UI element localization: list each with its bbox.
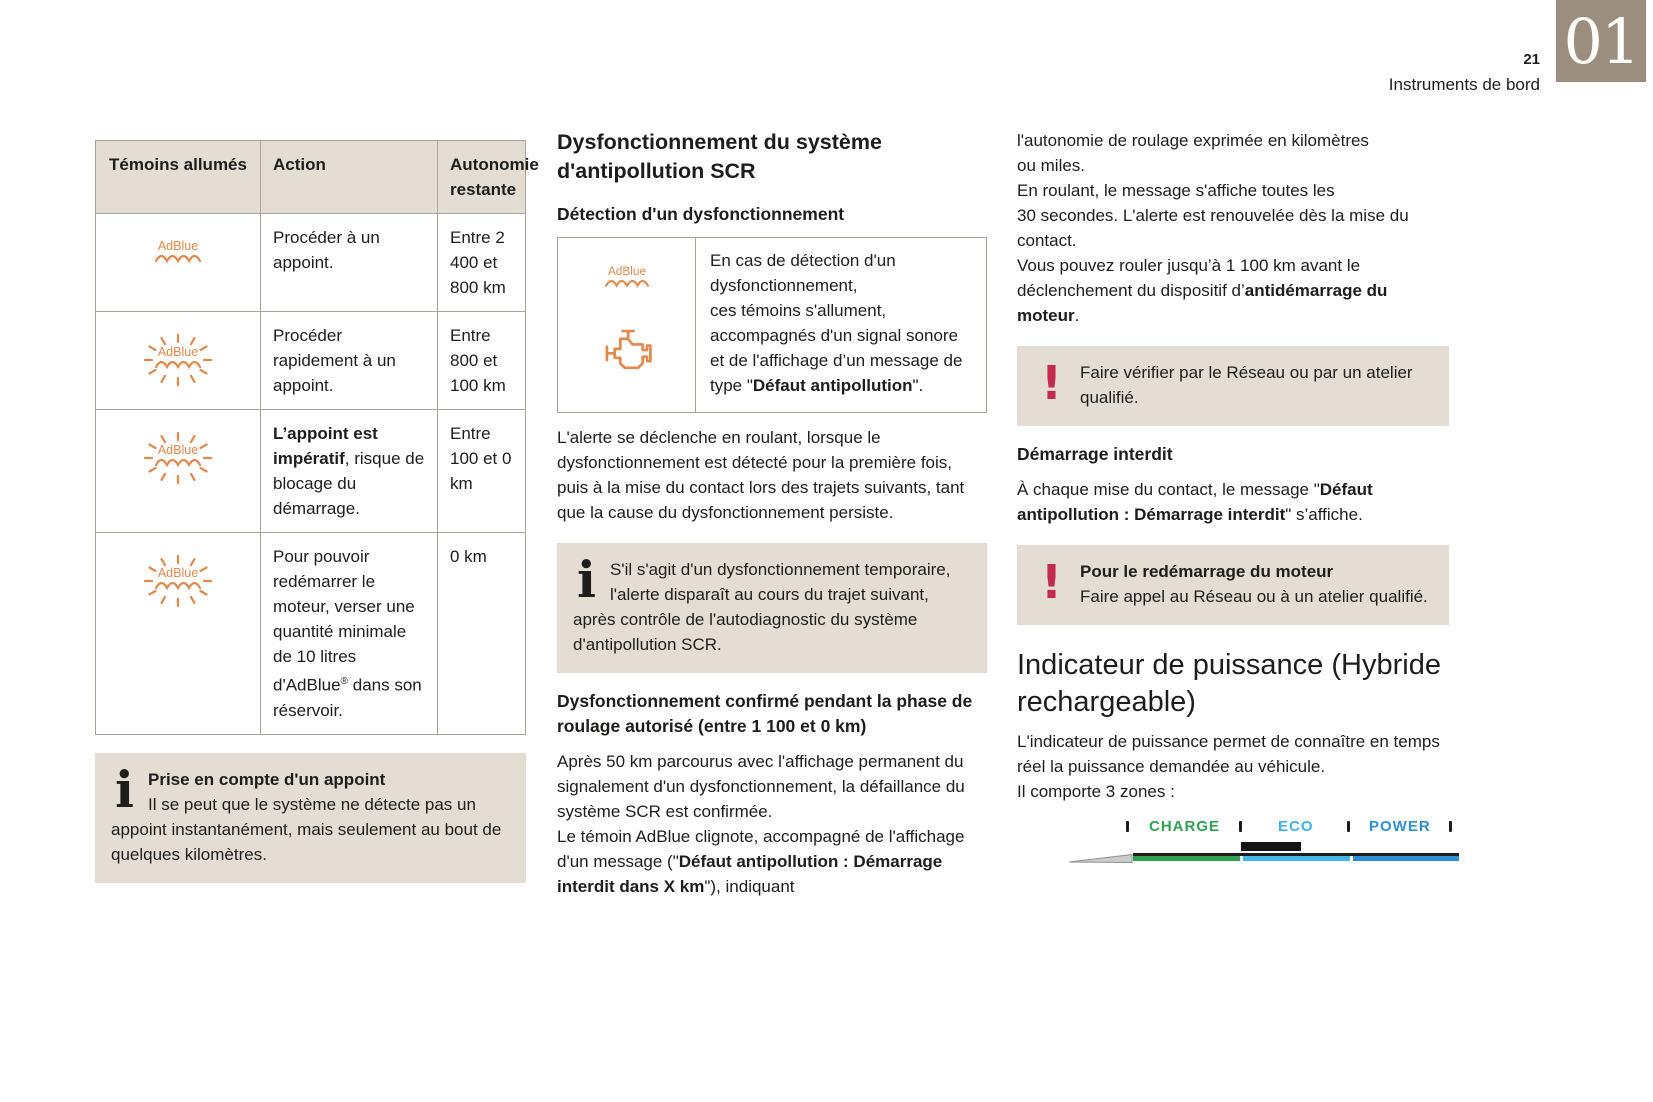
heading-detection: Détection d'un dysfonctionnement <box>557 204 845 224</box>
check-engine-icon <box>598 325 656 382</box>
warning-lamps-box <box>557 237 987 413</box>
zone-label-power: POWER <box>1369 818 1431 835</box>
warning-icon: ! <box>1041 356 1062 410</box>
heading-scr-malfunction: Dysfonctionnement du système d'antipollution SCR <box>557 130 882 183</box>
table-row <box>96 410 526 533</box>
warning-title: Pour le redémarrage du moteur <box>1079 562 1334 581</box>
confirmed-paragraph: Après 50 km parcourus avec l'affichage permanent du signalement d'un dysfonctionnement, la défaillance du système SCR est confirmée. Le témoin AdBlue clignote, accompagné de l'affichage d'un message ("Défaut antipollution : Démarrage interdit dans X km"), indiquant <box>557 752 965 896</box>
warning-icon: ! <box>1041 555 1062 609</box>
info-icon: i <box>577 550 596 609</box>
info-note-temporary <box>557 543 987 673</box>
adblue-warning-table <box>95 140 539 735</box>
range-cell: Entre 800 et 100 km <box>438 312 526 410</box>
left-column <box>95 140 539 883</box>
warning-note-check <box>1017 346 1449 426</box>
col-header-temoins: Témoins allumés <box>96 141 261 214</box>
warning-note-restart <box>1017 545 1449 625</box>
range-cell: 0 km <box>438 533 526 735</box>
indicator-tick <box>1449 821 1452 832</box>
col-header-autonomie: Autonomie restante <box>438 141 526 214</box>
indicator-needle <box>1069 854 1133 863</box>
indicator-tick <box>1347 821 1350 832</box>
warning-body: Faire appel au Réseau ou à un atelier qualifié. <box>1079 587 1428 606</box>
indicator-cursor <box>1241 842 1301 851</box>
action-cell: Procéder à un appoint. <box>261 214 438 312</box>
table-row <box>96 312 526 410</box>
note-title: Prise en compte d'un appoint <box>148 769 386 789</box>
eco-zone-segment <box>1243 856 1350 861</box>
adblue-blinking-icon <box>140 594 216 613</box>
power-paragraph: L'indicateur de puissance permet de connaître en temps réel la puissance demandée au véhicule. Il comporte 3 zones : <box>1017 732 1440 801</box>
range-cell: Entre 2 400 et 800 km <box>438 214 526 312</box>
indicator-tick <box>1239 821 1242 832</box>
alert-paragraph: L'alerte se déclenche en roulant, lorsque le dysfonctionnement est détecté pour la première fois, puis à la mise du contact lors des trajets suivants, tant que la cause du dysfonctionnement persiste. <box>557 428 965 522</box>
table-row <box>96 214 526 312</box>
table-header-row <box>96 141 526 214</box>
info-note-appoint <box>95 753 526 883</box>
indicator-tick <box>1126 821 1129 832</box>
adblue-blinking-icon <box>140 373 216 392</box>
zone-label-charge: CHARGE <box>1149 818 1221 835</box>
warning-body: Faire vérifier par le Réseau ou par un atelier qualifié. <box>1079 363 1413 407</box>
action-cell: L’appoint est impératif, risque de blocage du démarrage. <box>261 410 438 533</box>
page-number: 21 <box>1523 51 1540 68</box>
power-indicator-graphic <box>1017 818 1449 878</box>
col-header-action: Action <box>261 141 438 214</box>
table-row <box>96 533 526 735</box>
note-body: S'il s'agit d'un dysfonctionnement temporaire, l'alerte disparaît au cours du trajet suivant, après contrôle de l'autodiagnostic du système d'antipollution SCR. <box>573 560 951 654</box>
heading-confirmed: Dysfonctionnement confirmé pendant la phase de roulage autorisé (entre 1 100 et 0 km) <box>557 691 973 736</box>
middle-column <box>557 128 987 899</box>
start-forbidden-paragraph: À chaque mise du contact, le message "Défaut antipollution : Démarrage interdit" s’affiche. <box>1017 480 1373 524</box>
range-cell: Entre 100 et 0 km <box>438 410 526 533</box>
adblue-icon <box>145 259 211 278</box>
charge-zone-segment <box>1133 856 1240 861</box>
autonomy-paragraph: l'autonomie de roulage exprimée en kilomètres ou miles. En roulant, le message s'affiche toutes les 30 secondes. L'alerte est renouvelée dès la mise du contact. Vous pouvez rouler jusqu’à 1 100 km avant le déclenchement du dispositif d’antidémarrage du moteur. <box>1017 131 1409 325</box>
heading-power-indicator: Indicateur de puissance (Hybride rechargeable) <box>1017 649 1441 718</box>
power-zone-segment <box>1353 856 1459 861</box>
right-column <box>1017 128 1449 878</box>
info-icon: i <box>115 759 134 819</box>
section-title: Instruments de bord <box>1388 75 1540 94</box>
adblue-icon <box>595 260 659 305</box>
action-cell: Procéder rapidement à un appoint. <box>261 312 438 410</box>
zone-label-eco: ECO <box>1278 818 1314 835</box>
warning-lamps-text: En cas de détection d'un dysfonctionnement, ces témoins s'allument, accompagnés d'un signal sonore et de l'affichage d’un message de type "Défaut antipollution". <box>710 251 963 395</box>
heading-start-forbidden: Démarrage interdit <box>1017 444 1173 464</box>
chapter-tab: 01 <box>1556 0 1646 82</box>
adblue-blinking-icon <box>140 471 216 490</box>
note-body: Il se peut que le système ne détecte pas un appoint instantanément, mais seulement au bout de quelques kilomètres. <box>111 794 502 864</box>
action-cell: Pour pouvoir redémarrer le moteur, verser une quantité minimale de 10 litres d'AdBlue® dans son réservoir. <box>261 533 438 735</box>
